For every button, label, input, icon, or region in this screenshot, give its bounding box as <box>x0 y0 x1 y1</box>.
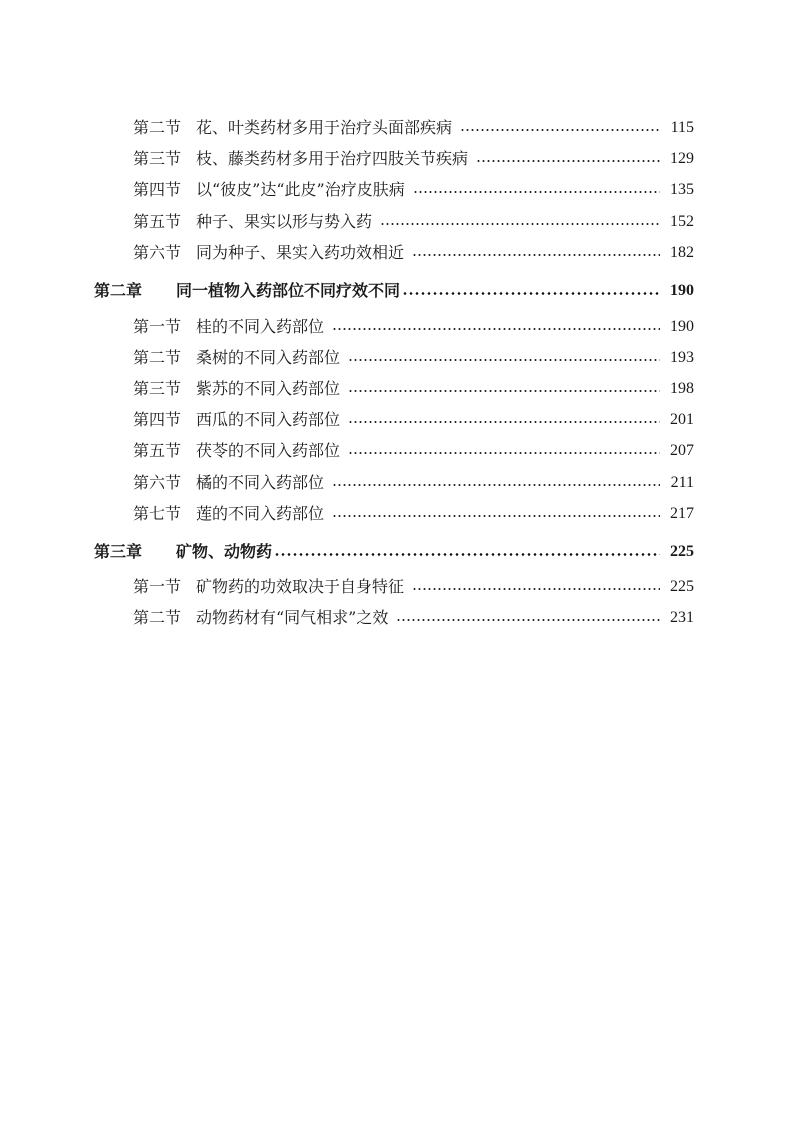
entry-title: 动物药材有“同气相求”之效 <box>196 608 389 627</box>
entry-title: 紫苏的不同入药部位 <box>196 379 341 398</box>
entry-label: 第一节 <box>133 317 182 336</box>
entry-title: 花、叶类药材多用于治疗头面部疾病 <box>196 118 453 137</box>
entry-page-number: 190 <box>670 318 694 335</box>
entry-page-number: 129 <box>670 150 694 167</box>
entry-title: 桂的不同入药部位 <box>196 317 325 336</box>
dot-leader <box>412 254 660 256</box>
entry-title: 同为种子、果实入药功效相近 <box>196 243 405 262</box>
toc-chapter-entry[interactable] <box>0 277 800 305</box>
entry-label: 第二节 <box>133 348 182 367</box>
toc-entry[interactable] <box>0 469 800 497</box>
dot-leader <box>380 223 660 225</box>
entry-label: 第五节 <box>133 441 182 460</box>
entry-page-number: 231 <box>670 609 694 626</box>
dot-leader <box>476 160 660 162</box>
toc-entry[interactable] <box>0 176 800 204</box>
entry-label: 第二节 <box>133 608 182 627</box>
entry-label: 第三节 <box>133 149 182 168</box>
toc-entry[interactable] <box>0 375 800 403</box>
dot-leader <box>274 553 660 556</box>
entry-label: 第四节 <box>133 410 182 429</box>
entry-label: 第二节 <box>133 118 182 137</box>
entry-page-number: 198 <box>670 380 694 397</box>
dot-leader <box>402 292 660 295</box>
chapter-label: 第三章 <box>94 542 143 561</box>
dot-leader <box>332 515 660 517</box>
entry-page-number: 211 <box>670 474 694 491</box>
entry-page-number: 193 <box>670 349 694 366</box>
entry-page-number: 152 <box>670 213 694 230</box>
toc-entry[interactable] <box>0 208 800 236</box>
entry-title: 矿物药的功效取决于自身特征 <box>196 577 405 596</box>
dot-leader <box>460 129 660 131</box>
entry-page-number: 207 <box>670 442 694 459</box>
entry-title: 以“彼皮”达“此皮”治疗皮肤病 <box>196 180 405 199</box>
chapter-title: 矿物、动物药 <box>176 542 273 561</box>
entry-label: 第五节 <box>133 212 182 231</box>
dot-leader <box>348 390 660 392</box>
dot-leader <box>396 619 660 621</box>
dot-leader <box>332 484 660 486</box>
chapter-label: 第二章 <box>94 281 143 300</box>
toc-entry[interactable] <box>0 114 800 142</box>
dot-leader <box>348 359 660 361</box>
chapter-page-number: 225 <box>670 543 694 560</box>
chapter-title: 同一植物入药部位不同疗效不同 <box>176 281 401 300</box>
toc-entry[interactable] <box>0 437 800 465</box>
toc-entry[interactable] <box>0 313 800 341</box>
dot-leader <box>348 421 660 423</box>
toc-chapter-entry[interactable] <box>0 538 800 566</box>
entry-page-number: 115 <box>670 119 694 136</box>
dot-leader <box>332 328 660 330</box>
entry-page-number: 201 <box>670 411 694 428</box>
entry-label: 第七节 <box>133 504 182 523</box>
entry-page-number: 217 <box>670 505 694 522</box>
entry-page-number: 182 <box>670 244 694 261</box>
entry-title: 枝、藤类药材多用于治疗四肢关节疾病 <box>196 149 469 168</box>
entry-label: 第四节 <box>133 180 182 199</box>
entry-page-number: 135 <box>670 181 694 198</box>
toc-entry[interactable] <box>0 239 800 267</box>
entry-title: 西瓜的不同入药部位 <box>196 410 341 429</box>
dot-leader <box>412 588 660 590</box>
toc-entry[interactable] <box>0 604 800 632</box>
toc-entry[interactable] <box>0 573 800 601</box>
toc-entry[interactable] <box>0 344 800 372</box>
dot-leader <box>348 452 660 454</box>
entry-page-number: 225 <box>670 578 694 595</box>
entry-label: 第三节 <box>133 379 182 398</box>
entry-title: 桑树的不同入药部位 <box>196 348 341 367</box>
entry-title: 莲的不同入药部位 <box>196 504 325 523</box>
entry-title: 茯苓的不同入药部位 <box>196 441 341 460</box>
toc-entry[interactable] <box>0 500 800 528</box>
dot-leader <box>413 191 660 193</box>
toc-entry[interactable] <box>0 145 800 173</box>
entry-title: 橘的不同入药部位 <box>196 473 325 492</box>
entry-label: 第六节 <box>133 243 182 262</box>
chapter-page-number: 190 <box>670 282 694 299</box>
toc-entry[interactable] <box>0 406 800 434</box>
entry-title: 种子、果实以形与势入药 <box>196 212 373 231</box>
entry-label: 第一节 <box>133 577 182 596</box>
entry-label: 第六节 <box>133 473 182 492</box>
